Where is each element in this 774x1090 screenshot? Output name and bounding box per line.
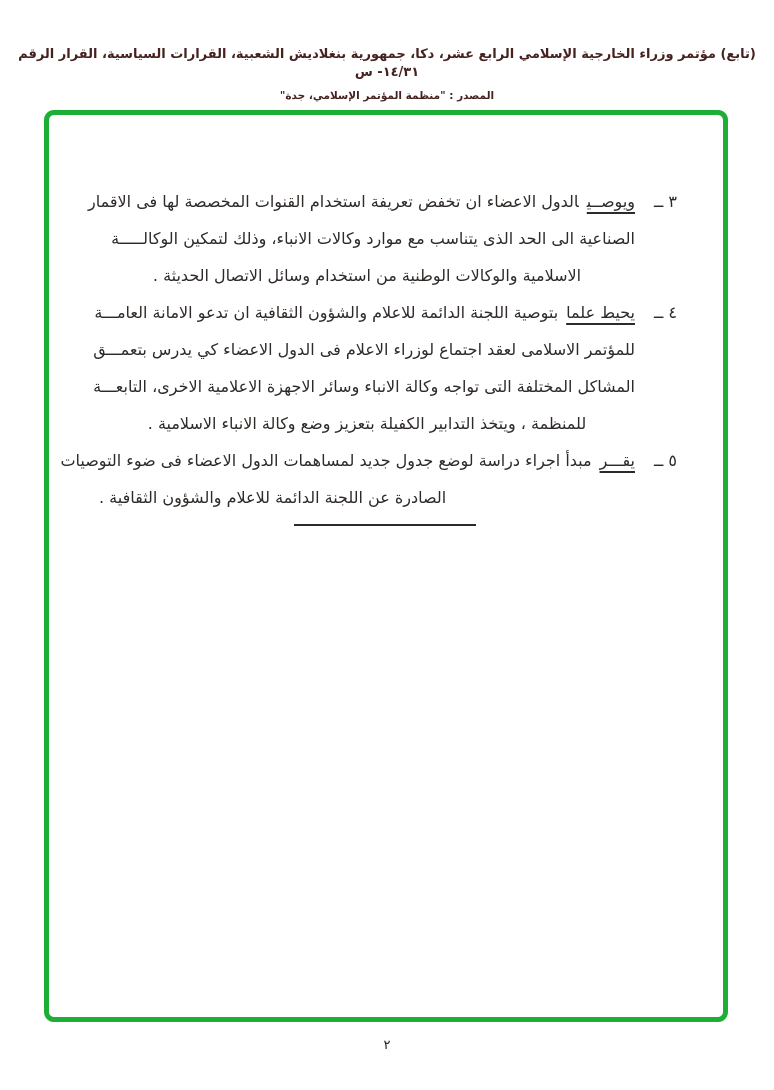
resolution-text: [60, 183, 677, 516]
clause-3-line-3: الاسلامية والوكالات الوطنية من استخدام وسائل الاتصال الحديثة .: [152, 266, 582, 285]
clause-3-lead-word: ويوصــي: [586, 192, 635, 211]
clause-5-line-1-rest: مبدأ اجراء دراسة لوضع جدول جديد لمساهمات الدول الاعضاء فى ضوء التوصيات: [60, 451, 592, 470]
clause-3-line-1-rest: الدول الاعضاء ان تخفض تعريفة استخدام القنوات المخصصة لها فى الاقمار: [88, 192, 579, 211]
clause-5-number: ٥ ــ: [653, 451, 677, 470]
clause-4-line-3: المشاكل المختلفة التى تواجه وكالة الانباء وسائر الاجهزة الاعلامية الاخرى، التابعـــة: [93, 377, 635, 396]
header-citation: (تابع) مؤتمر وزراء الخارجية الإسلامي الرابع عشر، دكا، جمهورية بنغلاديش الشعبية، القرارات السياسية، القرار الرقم ١٤/٣١- س: [18, 47, 756, 80]
clause-5-line-1: [60, 442, 635, 479]
clause-3-line-2: الصناعية الى الحد الذى يتناسب مع موارد وكالات الانباء، وذلك لتمكين الوكالـــــة: [111, 229, 635, 248]
clause-4-line-2: للمؤتمر الاسلامى لعقد اجتماع لوزراء الاعلام فى الدول الاعضاء كي يدرس بتعمـــق: [93, 340, 635, 359]
resolution-clause-4: [93, 294, 677, 442]
clause-3-number: ٣ ــ: [653, 192, 677, 211]
clause-5-body: [60, 442, 635, 516]
scan-highlight-frame: [44, 110, 728, 1022]
resolution-clause-3: [88, 183, 677, 294]
clause-4-line-4: للمنظمة ، ويتخذ التدابير الكفيلة بتعزيز وضع وكالة الانباء الاسلامية .: [147, 414, 587, 433]
resolution-clause-5: [60, 442, 677, 516]
clause-4-body: [93, 294, 635, 442]
clause-5-lead-word: يقـــر: [599, 451, 635, 470]
page-number: ٢: [383, 1038, 391, 1053]
document-header: [0, 46, 774, 102]
clause-4-lead-word: يحيط علما: [566, 303, 635, 322]
clause-4-line-1-rest: بتوصية اللجنة الدائمة للاعلام والشؤون الثقافية ان تدعو الامانة العامـــة: [94, 303, 559, 322]
clause-4-line-1: [94, 294, 635, 331]
clause-3-line-1: [88, 183, 635, 220]
header-source: المصدر : "منظمة المؤتمر الإسلامي، جدة": [279, 90, 495, 102]
clause-3-body: [88, 183, 635, 294]
clause-5-line-2: الصادرة عن اللجنة الدائمة للاعلام والشؤون الثقافية .: [99, 488, 447, 507]
clause-4-number: ٤ ــ: [653, 303, 677, 322]
separator-line: [294, 524, 476, 526]
